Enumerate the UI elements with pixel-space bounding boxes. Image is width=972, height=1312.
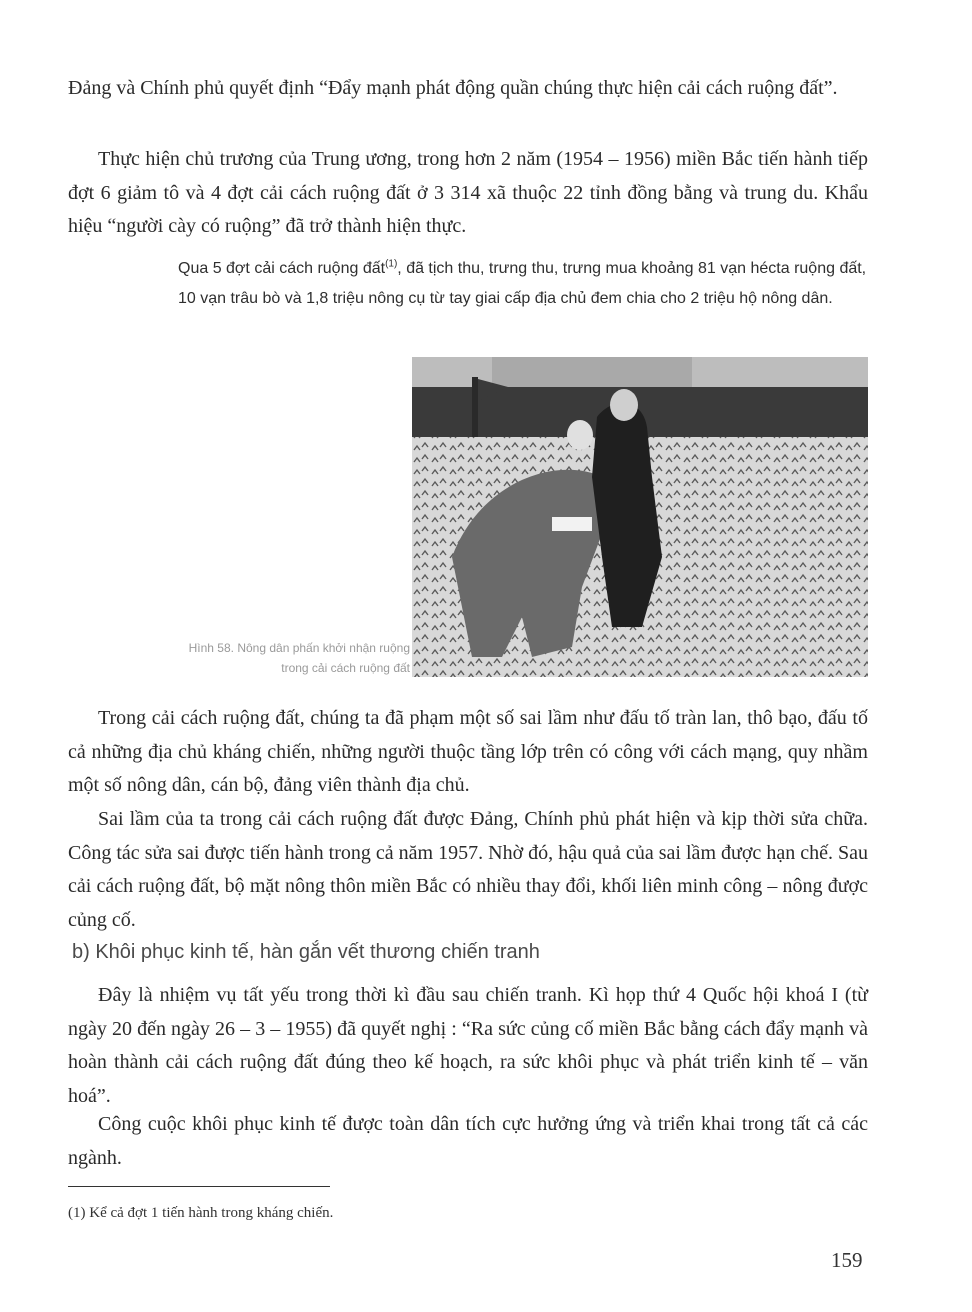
- footnote: (1) Kể cả đợt 1 tiến hành trong kháng chiến.: [68, 1205, 334, 1221]
- figure-caption: [90, 638, 410, 678]
- paragraph-recovery-task: Đây là nhiệm vụ tất yếu trong thời kì đầu sau chiến tranh. Kì họp thứ 4 Quốc hội khoá I (từ ngày 20 đến ngày 26 – 3 – 1955) đã quyết nghị : “Ra sức củng cố miền Bắc bằng cách đẩy mạnh và hoàn thành cải cách ruộng đất đúng theo kế hoạch, ra sức khôi phục và phát triển kinh tế – văn hoá”.: [68, 984, 868, 1107]
- footnote-ref[interactable]: (1): [385, 258, 398, 270]
- figure-photo: [412, 357, 868, 677]
- paragraph-recovery-response: Công cuộc khôi phục kinh tế được toàn dân tích cực hưởng ứng và triển khai trong tất cả các ngành.: [68, 1113, 868, 1169]
- paragraph-mistakes: Trong cải cách ruộng đất, chúng ta đã phạm một số sai lầm như đấu tố tràn lan, thô bạo, đấu tố cả những địa chủ kháng chiến, những người thuộc tầng lớp trên có công với cách mạng, quy nhầm một số nông dân, cán bộ, đảng viên thành địa chủ.: [68, 707, 868, 796]
- note-text-start: Qua 5 đợt cải cách ruộng đất: [178, 260, 386, 277]
- figure-caption-line2: trong cải cách ruộng đất: [281, 661, 410, 675]
- footnote-divider: [68, 1186, 330, 1187]
- page-number: 159: [831, 1248, 863, 1272]
- paragraph-implementation: Thực hiện chủ trương của Trung ương, trong hơn 2 năm (1954 – 1956) miền Bắc tiến hành tiếp đợt 6 giảm tô và 4 đợt cải cách ruộng đất ở 3 314 xã thuộc 22 tỉnh đồng bằng và trung du. Khẩu hiệu “người cày có ruộng” đã trở thành hiện thực.: [68, 148, 868, 237]
- note-text-end: , đã tịch thu, trưng thu, trưng mua khoảng 81 vạn hécta ruộng đất, 10 vạn trâu bò và 1,8 triệu nông cụ từ tay giai cấp địa chủ đem chia cho 2 triệu hộ nông dân.: [178, 260, 867, 307]
- paragraph-correction: Sai lầm của ta trong cải cách ruộng đất được Đảng, Chính phủ phát hiện và kịp thời sửa chữa. Công tác sửa sai được tiến hành trong cả năm 1957. Nhờ đó, hậu quả của sai lầm được hạn chế. Sau cải cách ruộng đất, bộ mặt nông thôn miền Bắc có nhiều thay đổi, khối liên minh công – nông được củng cố.: [68, 808, 868, 931]
- paragraph-intro: Đảng và Chính phủ quyết định “Đẩy mạnh phát động quần chúng thực hiện cải cách ruộng đất”.: [68, 77, 838, 99]
- highlight-note: [178, 254, 872, 314]
- figure-caption-line1: Hình 58. Nông dân phấn khởi nhận ruộng: [188, 641, 410, 655]
- section-heading: b) Khôi phục kinh tế, hàn gắn vết thương chiến tranh: [72, 941, 540, 963]
